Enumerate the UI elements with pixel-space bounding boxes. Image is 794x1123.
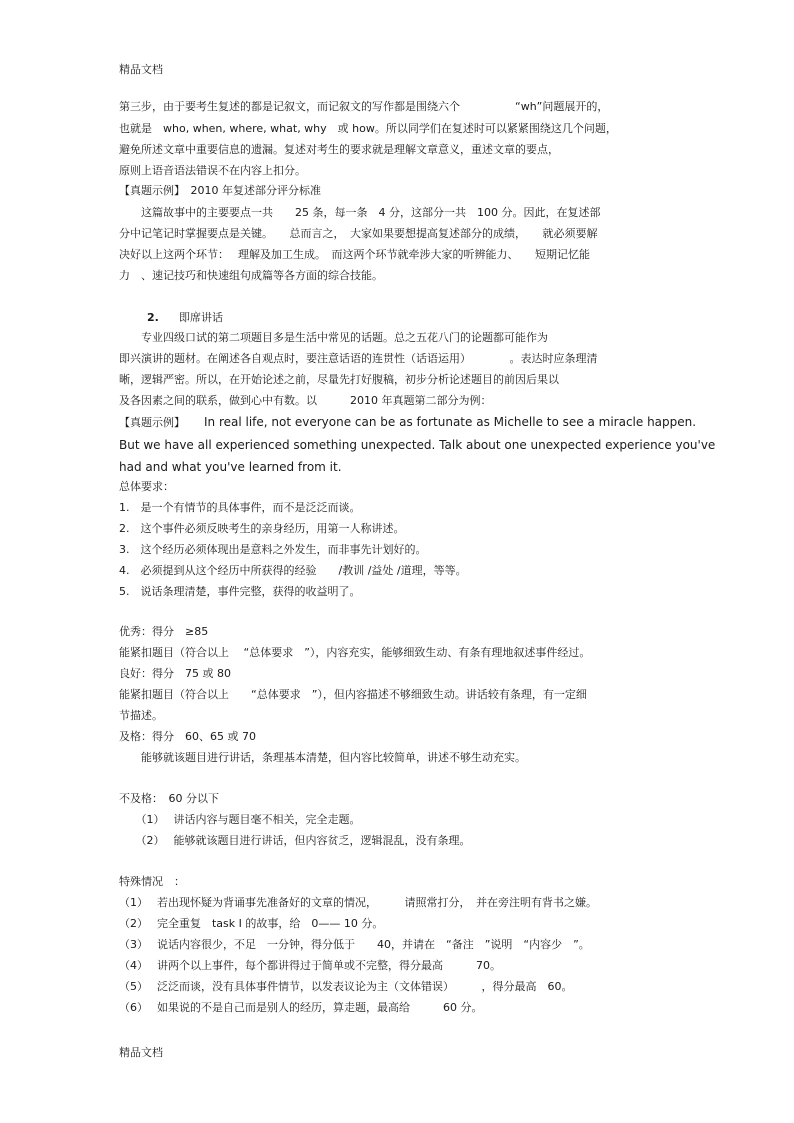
- grade-excellent-line: 优秀：得分 ≥85: [119, 625, 209, 638]
- requirement-item: 5. 说话条理清楚，事件完整，获得的收益明了。: [119, 585, 361, 598]
- step3-line: 原则上语音语法错误不在内容上扣分。: [119, 164, 306, 177]
- step3-line: 第三步，由于要考生复述的都是记叙文，而记叙文的写作都是围绕六个 “wh”问题展开的，: [119, 100, 609, 113]
- section2-intro-line: 及各因素之间的联系，做到心中有数。以 2010 年真题第二部分为例：: [119, 394, 492, 407]
- grade-good-line: 良好：得分 75 或 80: [119, 667, 231, 680]
- requirements-title: 总体要求：: [119, 480, 174, 493]
- special-item: （3） 说话内容很少，不足 一分钟，得分低于 40，并请在 “备注 ”说明 “内容少 ”。: [119, 938, 590, 951]
- step3-line: 也就是 who, when, where, what, why 或 how。所以同学们在复述时可以紧紧围绕这几个问题，: [119, 122, 617, 135]
- grade-excellent-line: 能紧扣题目（符合以上 “总体要求 ”），内容充实，能够细致生动、有条有理地叙述事件经过。: [119, 646, 591, 659]
- grade-good-line: 能紧扣题目（符合以上 “总体要求 ”），但内容描述不够细致生动。讲话较有条理，有一定细: [119, 688, 587, 701]
- special-title: 特殊情况 ：: [119, 875, 185, 888]
- section2-intro-line: 晰，逻辑严密。所以，在开始论述之前，尽量先打好腹稿，初步分析论述题目的前因后果以: [119, 373, 559, 386]
- special-item: （6） 如果说的不是自己而是别人的经历，算走题，最高给 60 分。: [119, 1001, 483, 1014]
- example1-line: 力 、速记技巧和快速组句成篇等各方面的综合技能。: [119, 269, 383, 282]
- example2-english-line: But we have all experienced something unexpected. Talk about one unexpected experience you've: [119, 438, 716, 452]
- section2-intro-line: 专业四级口试的第二项题目多是生活中常见的话题。总之五花八门的论题都可能作为: [119, 331, 548, 344]
- grade-fail-line: 不及格： 60 分以下: [119, 792, 219, 805]
- section2-intro-line: 即兴演讲的题材。在阐述各自观点时，要注意话语的连贯性（话语运用） 。表达时应条理清: [119, 352, 598, 365]
- requirement-item: 4. 必须提到从这个经历中所获得的经验 /教训 /益处 /道理，等等。: [119, 564, 467, 577]
- grade-good-line: 节描述。: [119, 709, 163, 722]
- example2-english-line: In real life, not everyone can be as fortunate as Michelle to see a miracle happen.: [204, 415, 697, 429]
- special-item: （1） 若出现怀疑为背诵事先准备好的文章的情况， 请照常打分， 并在旁注明有背书之嫌。: [119, 896, 597, 909]
- page-footer: 精品文档: [119, 1046, 163, 1059]
- special-item: （5） 泛泛而谈，没有具体事件情节，以发表议论为主（文体错误） ，得分最高 60。: [119, 980, 573, 993]
- requirement-item: 1. 是一个有情节的具体事件，而不是泛泛而谈。: [119, 501, 361, 514]
- section2-number: 2.: [147, 311, 159, 324]
- grade-pass-line: 能够就该题目进行讲话，条理基本清楚，但内容比较简单，讲述不够生动充实。: [119, 751, 526, 764]
- example2-label: 【真题示例】: [119, 416, 185, 429]
- example1-line: 这篇故事中的主要要点一共 25 条，每一条 4 分，这部分一共 100 分。因此，在复述部: [119, 206, 601, 219]
- step3-line: 避免所述文章中重要信息的遗漏。复述对考生的要求就是理解文章意义，重述文章的要点，: [119, 143, 559, 156]
- section2-title: 即席讲话: [179, 311, 223, 324]
- requirement-item: 3. 这个经历必须体现出是意料之外发生，而非事先计划好的。: [119, 543, 427, 556]
- example2-english-line: had and what you've learned from it.: [119, 460, 342, 474]
- special-item: （4） 讲两个以上事件，每个都讲得过于简单或不完整，得分最高 70。: [119, 959, 501, 972]
- example1-heading: 【真题示例】 2010 年复述部分评分标准: [119, 184, 321, 197]
- grade-fail-line: （2） 能够就该题目进行讲话，但内容贫乏，逻辑混乱，没有条理。: [119, 834, 471, 847]
- special-item: （2） 完全重复 task I 的故事，给 0—— 10 分。: [119, 917, 384, 930]
- grade-fail-line: （1） 讲话内容与题目毫不相关，完全走题。: [119, 813, 361, 826]
- grade-pass-line: 及格：得分 60、65 或 70: [119, 730, 256, 743]
- requirement-item: 2. 这个事件必须反映考生的亲身经历，用第一人称讲述。: [119, 522, 405, 535]
- example1-line: 分中记笔记时掌握要点是关键。 总而言之， 大家如果要想提高复述部分的成绩， 就必须要解: [119, 227, 598, 240]
- example1-line: 决好以上这两个环节： 理解及加工生成。 而这两个环节就牵涉大家的听辨能力、 短期记忆能: [119, 248, 590, 261]
- page-header: 精品文档: [119, 63, 163, 76]
